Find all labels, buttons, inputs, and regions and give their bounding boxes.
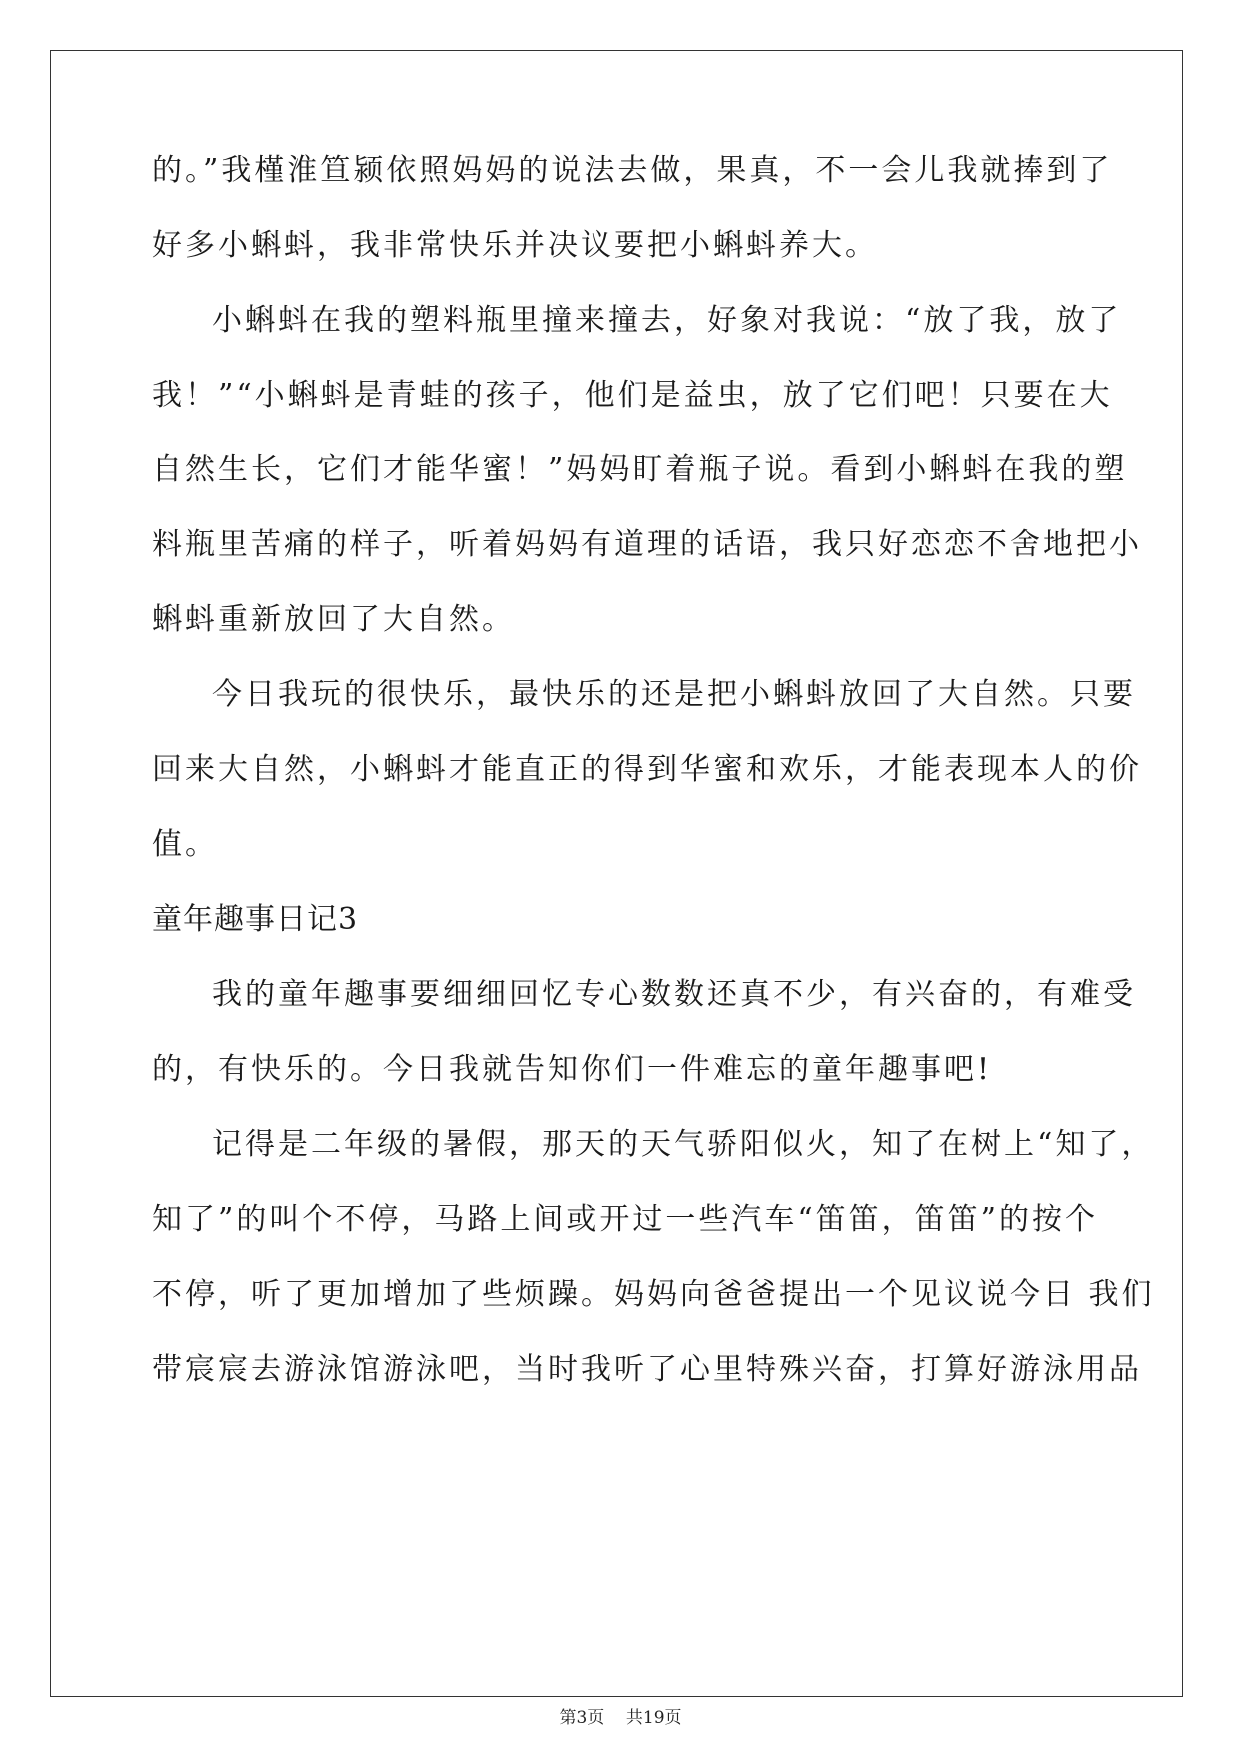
body-text-line: 回来大自然，小蝌蚪才能直正的得到华蜜和欢乐，才能表现本人的价 [152,752,1142,787]
body-text-line: 带宸宸去游泳馆游泳吧，当时我听了心里特殊兴奋，打算好游泳用品 [152,1352,1142,1387]
body-text-line: 我！”“小蝌蚪是青蛙的孩子，他们是益虫，放了它们吧！只要在大 [152,378,1113,413]
body-text-line: 料瓶里苦痛的样子，听着妈妈有道理的话语，我只好恋恋不舍地把小 [152,527,1142,562]
body-text-line: 的。”我槿淮笪颍依照妈妈的说法去做，果真，不一会儿我就捧到了 [152,153,1113,188]
footer-separator [604,1708,626,1728]
body-text-line: 不停，听了更加增加了些烦躁。妈妈向爸爸提出一个见议说今日 我们 [152,1277,1155,1312]
body-text-line: 值。 [152,827,218,862]
body-text-line: 的，有快乐的。今日我就告知你们一件难忘的童年趣事吧! [152,1052,993,1087]
page-footer [0,1706,1241,1730]
page-frame [50,50,1183,1697]
body-text-line: 自然生长，它们才能华蜜！”妈妈盯着瓶子说。看到小蝌蚪在我的塑 [152,452,1128,487]
section-heading: 童年趣事日记3 [152,902,359,937]
paragraph-first-line: 我的童年趣事要细细回忆专心数数还真不少，有兴奋的，有难受 [212,977,1136,1012]
body-text-line: 好多小蝌蚪，我非常快乐并决议要把小蝌蚪养大。 [152,228,878,263]
page-number: 第3页 [559,1708,605,1728]
paragraph-first-line: 记得是二年级的暑假，那天的天气骄阳似火，知了在树上“知了， [212,1127,1155,1162]
body-text-line: 知了”的叫个不停，马路上间或开过一些汽车“笛笛，笛笛”的按个 [152,1202,1099,1237]
page-total: 共19页 [625,1708,682,1728]
paragraph-first-line: 今日我玩的很快乐，最快乐的还是把小蝌蚪放回了大自然。只要 [212,677,1136,712]
paragraph-first-line: 小蝌蚪在我的塑料瓶里撞来撞去，好象对我说：“放了我，放了 [212,303,1122,338]
body-text-line: 蝌蚪重新放回了大自然。 [152,602,515,637]
